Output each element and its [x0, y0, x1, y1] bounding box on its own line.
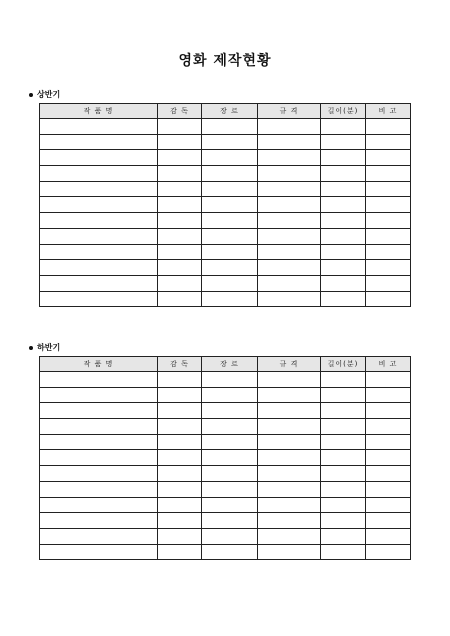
table-row [40, 119, 411, 135]
table-cell [258, 372, 321, 388]
table-cell [40, 513, 158, 529]
table-cell [366, 119, 411, 135]
table-cell [158, 528, 202, 544]
table-cell [366, 528, 411, 544]
table-cell [40, 119, 158, 135]
table-cell [202, 228, 258, 244]
table-cell [202, 291, 258, 307]
table-header-row [40, 357, 411, 372]
table-cell [40, 372, 158, 388]
section-label: 하반기 [37, 343, 61, 352]
table-cell [158, 450, 202, 466]
table-cell [366, 260, 411, 276]
table-cell [366, 513, 411, 529]
table-row [40, 544, 411, 560]
table-cell [321, 181, 366, 197]
table-cell [202, 372, 258, 388]
table-cell [40, 497, 158, 513]
table-cell [258, 181, 321, 197]
table-cell [258, 513, 321, 529]
table-cell [258, 528, 321, 544]
table-cell [158, 466, 202, 482]
table-row [40, 291, 411, 307]
table-cell [366, 403, 411, 419]
col-header-title: 작 품 명 [40, 357, 158, 372]
table-cell [366, 372, 411, 388]
table-cell [202, 419, 258, 435]
col-header-format: 규 격 [258, 357, 321, 372]
table-cell [366, 497, 411, 513]
table-row [40, 134, 411, 150]
table-cell [40, 450, 158, 466]
table-cell [258, 291, 321, 307]
col-header-director: 감 독 [158, 104, 202, 119]
table-cell [40, 528, 158, 544]
col-header-director: 감 독 [158, 357, 202, 372]
table-cell [40, 434, 158, 450]
table-cell [202, 181, 258, 197]
table-cell [202, 544, 258, 560]
table-cell [366, 434, 411, 450]
table-cell [366, 244, 411, 260]
table-cell [40, 481, 158, 497]
bullet-icon [29, 346, 33, 350]
table-header-row [40, 104, 411, 119]
table-row [40, 450, 411, 466]
table-cell [258, 197, 321, 213]
table-cell [40, 260, 158, 276]
section-heading-first-half [29, 89, 60, 100]
table-cell [202, 434, 258, 450]
col-header-genre: 장 르 [202, 357, 258, 372]
table-cell [366, 387, 411, 403]
table-cell [321, 244, 366, 260]
table-body [40, 372, 411, 560]
table-row [40, 513, 411, 529]
table-cell [158, 275, 202, 291]
table-cell [202, 466, 258, 482]
table-cell [158, 419, 202, 435]
table-cell [258, 419, 321, 435]
table-cell [40, 244, 158, 260]
table-cell [40, 228, 158, 244]
table-cell [40, 419, 158, 435]
table-cell [321, 275, 366, 291]
production-table-first-half [39, 103, 411, 307]
table-cell [158, 291, 202, 307]
table-cell [366, 419, 411, 435]
table-cell [158, 481, 202, 497]
table-row [40, 213, 411, 229]
bullet-icon [29, 93, 33, 97]
table-cell [40, 466, 158, 482]
table-cell [366, 228, 411, 244]
col-header-format: 규 격 [258, 104, 321, 119]
table-row [40, 197, 411, 213]
table-row [40, 528, 411, 544]
table-cell [366, 275, 411, 291]
table-cell [258, 228, 321, 244]
section-heading-second-half [29, 342, 60, 353]
table-row [40, 181, 411, 197]
col-header-title: 작 품 명 [40, 104, 158, 119]
table-cell [258, 275, 321, 291]
table-row [40, 166, 411, 182]
table-cell [258, 260, 321, 276]
page-title: 영화 제작현황 [178, 53, 272, 69]
table-cell [321, 544, 366, 560]
table-row [40, 497, 411, 513]
table-cell [321, 291, 366, 307]
table-cell [158, 434, 202, 450]
table-cell [321, 119, 366, 135]
table-cell [258, 244, 321, 260]
table-cell [40, 544, 158, 560]
table-cell [321, 166, 366, 182]
table-cell [366, 181, 411, 197]
table-cell [202, 481, 258, 497]
table-cell [202, 119, 258, 135]
table-cell [158, 497, 202, 513]
table-cell [258, 213, 321, 229]
table-cell [202, 403, 258, 419]
table-cell [202, 497, 258, 513]
table-row [40, 419, 411, 435]
table-cell [202, 260, 258, 276]
table-cell [40, 213, 158, 229]
table-cell [258, 434, 321, 450]
table-cell [40, 291, 158, 307]
table-cell [366, 450, 411, 466]
table-cell [366, 150, 411, 166]
table-cell [158, 134, 202, 150]
col-header-length: 길이(분) [321, 104, 366, 119]
production-table-second-half [39, 356, 411, 560]
table-cell [258, 403, 321, 419]
col-header-remarks: 비 고 [366, 357, 411, 372]
table-cell [202, 275, 258, 291]
table-cell [202, 450, 258, 466]
table-cell [321, 150, 366, 166]
table-cell [202, 134, 258, 150]
table-cell [158, 181, 202, 197]
table-cell [258, 450, 321, 466]
table-cell [158, 387, 202, 403]
col-header-remarks: 비 고 [366, 104, 411, 119]
table-cell [202, 213, 258, 229]
table-cell [321, 528, 366, 544]
table-row [40, 481, 411, 497]
table-cell [202, 150, 258, 166]
table-cell [321, 434, 366, 450]
table-cell [258, 166, 321, 182]
table-row [40, 434, 411, 450]
table-row [40, 372, 411, 388]
table-cell [321, 466, 366, 482]
table-row [40, 275, 411, 291]
table-row [40, 244, 411, 260]
table-cell [366, 166, 411, 182]
table-cell [321, 228, 366, 244]
table-cell [366, 481, 411, 497]
table-cell [321, 197, 366, 213]
table-cell [158, 403, 202, 419]
table-cell [258, 544, 321, 560]
table-cell [202, 387, 258, 403]
table-cell [158, 150, 202, 166]
table-cell [366, 134, 411, 150]
table-cell [158, 228, 202, 244]
table-cell [258, 134, 321, 150]
table-cell [366, 197, 411, 213]
table-cell [40, 403, 158, 419]
table-cell [258, 150, 321, 166]
table-cell [202, 166, 258, 182]
table-cell [258, 387, 321, 403]
table-cell [158, 372, 202, 388]
table-cell [321, 450, 366, 466]
table-cell [321, 260, 366, 276]
table-cell [158, 244, 202, 260]
table-cell [158, 213, 202, 229]
table-cell [158, 166, 202, 182]
table-cell [202, 513, 258, 529]
table-row [40, 387, 411, 403]
table-cell [40, 181, 158, 197]
table-cell [40, 387, 158, 403]
table-cell [321, 481, 366, 497]
table-cell [40, 275, 158, 291]
table-cell [202, 244, 258, 260]
section-label: 상반기 [37, 90, 61, 99]
table-cell [158, 197, 202, 213]
table-cell [366, 213, 411, 229]
table-cell [321, 403, 366, 419]
table-cell [40, 166, 158, 182]
table-cell [366, 544, 411, 560]
table-cell [202, 197, 258, 213]
col-header-genre: 장 르 [202, 104, 258, 119]
table-cell [202, 528, 258, 544]
table-cell [366, 291, 411, 307]
table-row [40, 150, 411, 166]
table-cell [158, 260, 202, 276]
table-cell [258, 481, 321, 497]
col-header-length: 길이(분) [321, 357, 366, 372]
table-body [40, 119, 411, 307]
table-cell [321, 513, 366, 529]
table-cell [158, 513, 202, 529]
table-cell [258, 119, 321, 135]
table-cell [321, 213, 366, 229]
table-cell [321, 134, 366, 150]
table-cell [40, 197, 158, 213]
table-cell [40, 134, 158, 150]
table-cell [321, 387, 366, 403]
table-cell [321, 372, 366, 388]
table-cell [158, 544, 202, 560]
table-cell [40, 150, 158, 166]
table-cell [158, 119, 202, 135]
table-cell [258, 466, 321, 482]
table-row [40, 260, 411, 276]
table-cell [321, 497, 366, 513]
table-row [40, 228, 411, 244]
table-row [40, 403, 411, 419]
table-cell [258, 497, 321, 513]
table-cell [366, 466, 411, 482]
table-cell [321, 419, 366, 435]
table-row [40, 466, 411, 482]
